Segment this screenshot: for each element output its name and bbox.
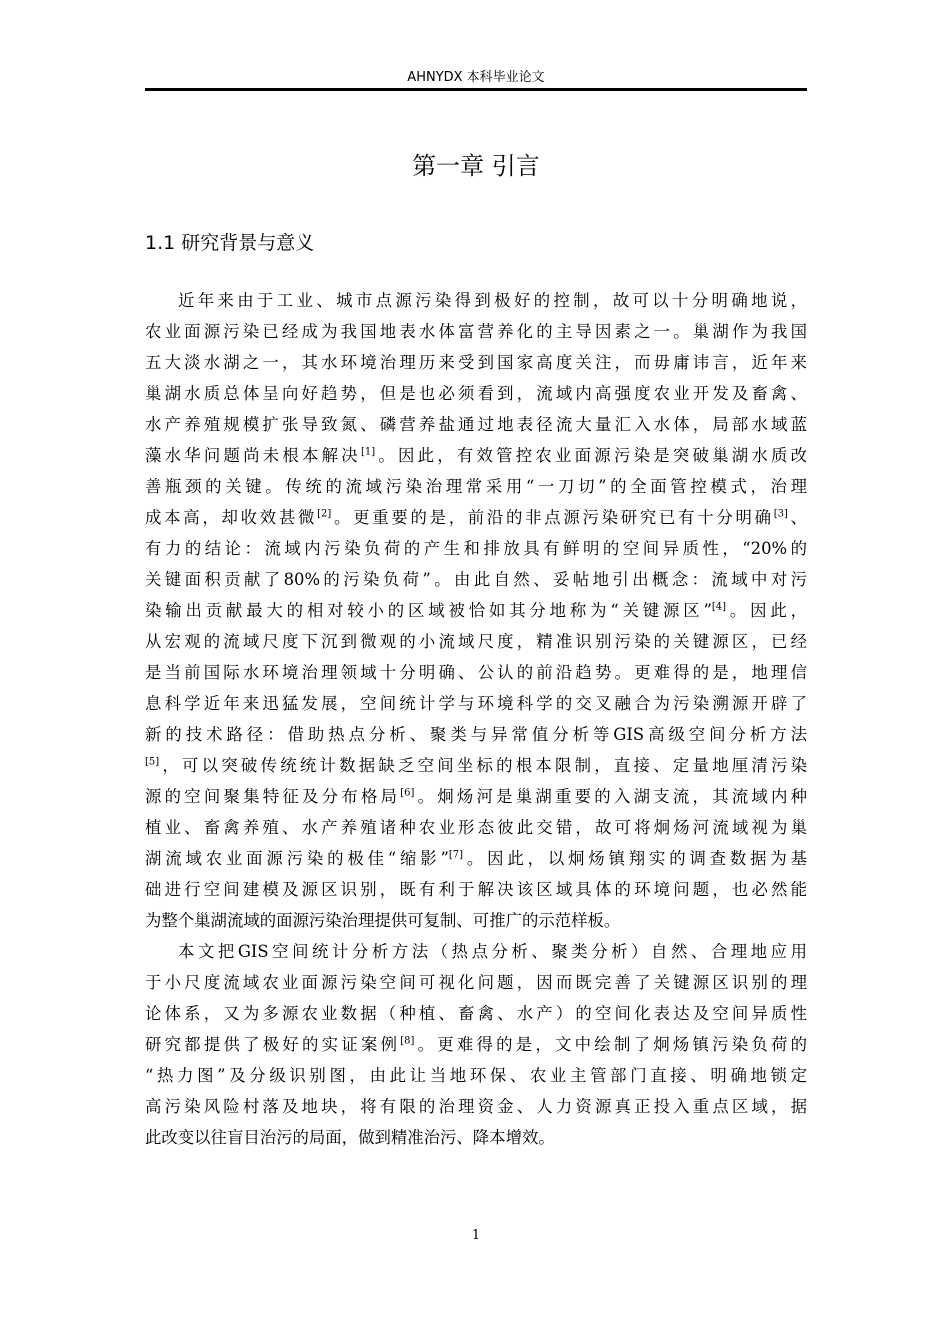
- chapter-title: 第一章 引言: [412, 152, 540, 180]
- citation-ref: [6]: [400, 787, 415, 799]
- paragraph-line: 五大淡水湖之一，其水环境治理历来受到国家高度关注，而毋庸讳言，近年来: [145, 353, 807, 372]
- paragraph-line: 本文把GIS空间统计分析方法（热点分析、聚类分析）自然、合理地应用: [178, 942, 807, 961]
- citation-ref: [4]: [711, 601, 727, 613]
- paragraph-line: [145, 502, 807, 533]
- paragraph-line: 农业面源污染已经成为我国地表水体富营养化的主导因素之一。巢湖作为我国: [145, 322, 807, 341]
- text-segment: 。更难得的是，文中绘制了炯炀镇污染负荷的: [414, 1035, 808, 1054]
- text-segment: 染输出贡献最大的相对较小的区域被恰如其分地称为“关键源区”: [145, 601, 712, 620]
- paragraph-line: 新的技术路径：借助热点分析、聚类与异常值分析等GIS高级空间分析方法: [145, 725, 807, 744]
- citation-ref: [1]: [360, 446, 376, 458]
- running-header: AHNYDX 本科毕业论文: [407, 70, 545, 85]
- paragraph-line: 础进行空间建模及源区识别，既有利于解决该区域具体的环境问题，也必然能: [145, 880, 807, 899]
- paragraph-line: 水产养殖规模扩张导致氮、磷营养盐通过地表径流大量汇入水体，局部水域蓝: [145, 415, 807, 434]
- paragraph-line: 高污染风险村落及地块，将有限的治理资金、人力资源真正投入重点区域，据: [145, 1097, 807, 1116]
- paragraph-line: 论体系，又为多源农业数据（种植、畜禽、水产）的空间化表达及空间异质性: [145, 1004, 807, 1023]
- text-segment: 研究都提供了极好的实证案例: [145, 1035, 401, 1054]
- paragraph-line: [145, 843, 807, 874]
- paragraph-line: 有力的结论：流域内污染负荷的产生和排放具有鲜明的空间异质性，“20%的: [145, 539, 807, 558]
- text-segment: 。因此，有效管控农业面源污染是突破巢湖水质改: [375, 446, 808, 465]
- paragraph-line: 此改变以往盲目治污的局面，做到精准治污、降本增效。: [145, 1128, 555, 1147]
- paragraph-line: [145, 1029, 807, 1060]
- paragraph-line: 关键面积贡献了80%的污染负荷”。由此自然、妥帖地引出概念：流域中对污: [145, 570, 807, 589]
- text-segment: 成本高，却收效甚微: [145, 508, 318, 527]
- text-segment: 源的空间聚集特征及分布格局: [145, 787, 401, 806]
- text-segment: 。因此，: [726, 601, 807, 620]
- paragraph-line: 近年来由于工业、城市点源污染得到极好的控制，故可以十分明确地说，: [178, 291, 807, 310]
- citation-ref: [3]: [773, 508, 788, 520]
- paragraph-line: “热力图”及分级识别图，由此让当地环保、农业主管部门直接、明确地锁定: [145, 1066, 807, 1085]
- header-rule: [145, 88, 807, 91]
- page-number: 1: [471, 1228, 481, 1243]
- paragraph-line: [145, 781, 807, 812]
- text-segment: 。更重要的是，前沿的非点源污染研究已有十分明确: [331, 508, 774, 527]
- text-segment: 。因此，以炯炀镇翔实的调查数据为基: [463, 849, 808, 868]
- paragraph-line: [145, 595, 807, 626]
- paragraph-line: [145, 440, 807, 471]
- paragraph-line: 是当前国际水环境治理领域十分明确、公认的前沿趋势。更难得的是，地理信: [145, 663, 807, 682]
- text-segment: 藻水华问题尚未根本解决: [145, 446, 361, 465]
- paragraph-line: 息科学近年来迅猛发展，空间统计学与环境科学的交叉融合为污染溯源开辟了: [145, 694, 807, 713]
- paragraph-line: 为整个巢湖流域的面源污染治理提供可复制、可推广的示范样板。: [145, 911, 621, 930]
- paragraph-line: 巢湖水质总体呈向好趋势，但是也必须看到，流域内高强度农业开发及畜禽、: [145, 384, 807, 403]
- text-segment: 湖流域农业面源污染的极佳“缩影”: [145, 849, 449, 868]
- paragraph-line: 于小尺度流域农业面源污染空间可视化问题，因而既完善了关键源区识别的理: [145, 973, 807, 992]
- text-segment: ，可以突破传统统计数据缺乏空间坐标的根本限制，直接、定量地厘清污染: [159, 756, 807, 775]
- paragraph-line: 从宏观的流域尺度下沉到微观的小流域尺度，精准识别污染的关键源区，已经: [145, 632, 807, 651]
- paragraph-line: 植业、畜禽养殖、水产养殖诸种农业形态彼此交错，故可将炯炀河流域视为巢: [145, 818, 807, 837]
- body-text: [145, 285, 807, 1153]
- text-segment: 、: [787, 508, 808, 527]
- citation-ref: [5]: [145, 756, 160, 768]
- paragraph-line: 善瓶颈的关键。传统的流域污染治理常采用“一刀切”的全面管控模式，治理: [145, 477, 807, 496]
- paragraph-line: [145, 750, 807, 781]
- section-title: 1.1 研究背景与意义: [145, 232, 315, 254]
- citation-ref: [8]: [400, 1035, 415, 1047]
- text-segment: 。炯炀河是巢湖重要的入湖支流，其流域内种: [414, 787, 808, 806]
- citation-ref: [2]: [317, 508, 332, 520]
- citation-ref: [7]: [448, 849, 464, 861]
